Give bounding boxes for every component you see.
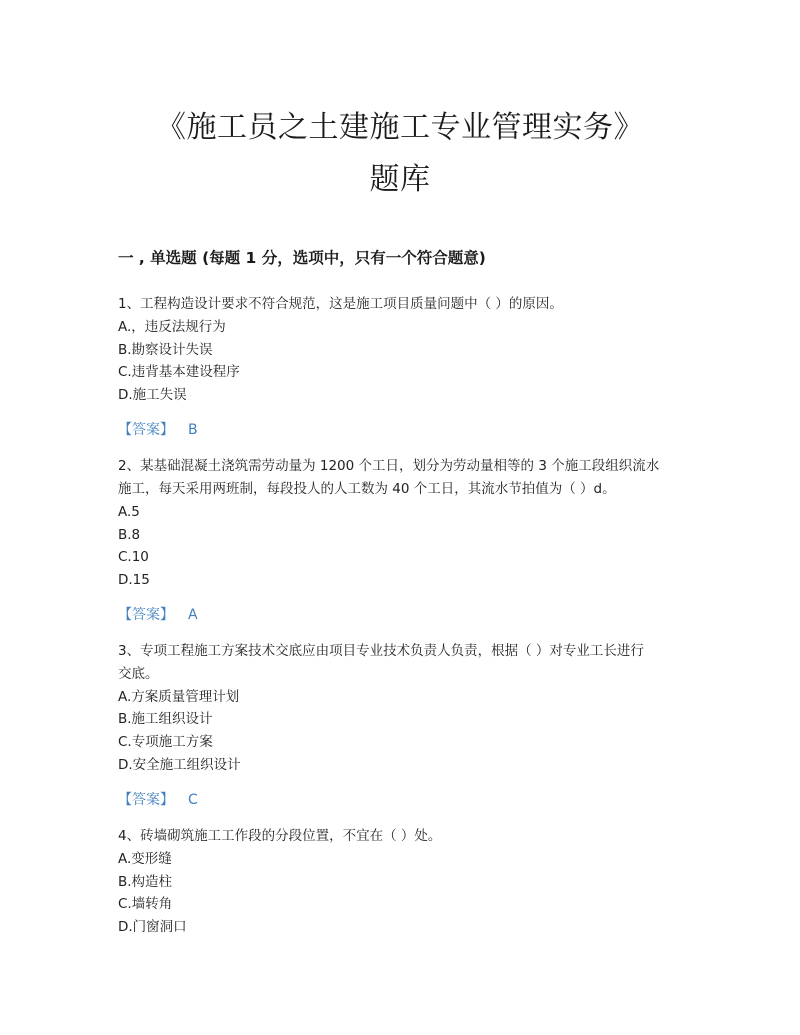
- section-heading: 一 , 单选题 (每题 1 分，选项中，只有一个符合题意): [118, 249, 486, 267]
- question-3-answer: [118, 789, 198, 811]
- question-1-option-b: B.勘察设计失误: [118, 342, 213, 358]
- answer-value: A: [188, 607, 198, 623]
- question-4-option-d: D.门窗洞口: [118, 919, 187, 935]
- question-1-option-a: A.，违反法规行为: [118, 319, 226, 335]
- question-3-stem-line-1: 3、专项工程施工方案技术交底应由项目专业技术负责人负责，根据（ ）对专业工长进行: [118, 643, 644, 659]
- question-3-option-b: B.施工组织设计: [118, 711, 213, 727]
- document-subtitle: 题库: [369, 162, 431, 197]
- question-4-option-a: A.变形缝: [118, 851, 172, 867]
- question-2-stem-line-1: 2、某基础混凝土浇筑需劳动量为 1200 个工日，划分为劳动量相等的 3 个施工段组织流水: [118, 458, 660, 474]
- question-2-option-a: A.5: [118, 504, 140, 520]
- document-title: 《施工员之土建施工专业管理实务》: [156, 110, 644, 145]
- question-1-option-c: C.违背基本建设程序: [118, 364, 240, 380]
- question-1-answer: [118, 419, 198, 441]
- question-2-answer: [118, 604, 198, 626]
- question-3-option-a: A.方案质量管理计划: [118, 689, 240, 705]
- question-4-option-c: C.墙转角: [118, 896, 173, 912]
- answer-value: C: [188, 792, 198, 808]
- answer-value: B: [188, 422, 198, 438]
- question-2-stem-line-2: 施工，每天采用两班制，每段投人的人工数为 40 个工日，其流水节拍值为（ ）d。: [118, 481, 616, 497]
- question-2-option-c: C.10: [118, 549, 149, 565]
- answer-label: 【答案】: [118, 792, 174, 808]
- answer-label: 【答案】: [118, 607, 174, 623]
- question-2-option-b: B.8: [118, 527, 141, 543]
- question-1-option-d: D.施工失误: [118, 387, 187, 403]
- question-3-option-d: D.安全施工组织设计: [118, 757, 241, 773]
- question-1-stem: 1、工程构造设计要求不符合规范，这是施工项目质量问题中（ ）的原因。: [118, 296, 563, 312]
- question-3-option-c: C.专项施工方案: [118, 734, 213, 750]
- question-2-option-d: D.15: [118, 572, 150, 588]
- question-3-stem-line-2: 交底。: [118, 666, 159, 682]
- question-4-stem: 4、砖墙砌筑施工工作段的分段位置，不宜在（ ）处。: [118, 828, 442, 844]
- question-4-option-b: B.构造柱: [118, 874, 173, 890]
- answer-label: 【答案】: [118, 422, 174, 438]
